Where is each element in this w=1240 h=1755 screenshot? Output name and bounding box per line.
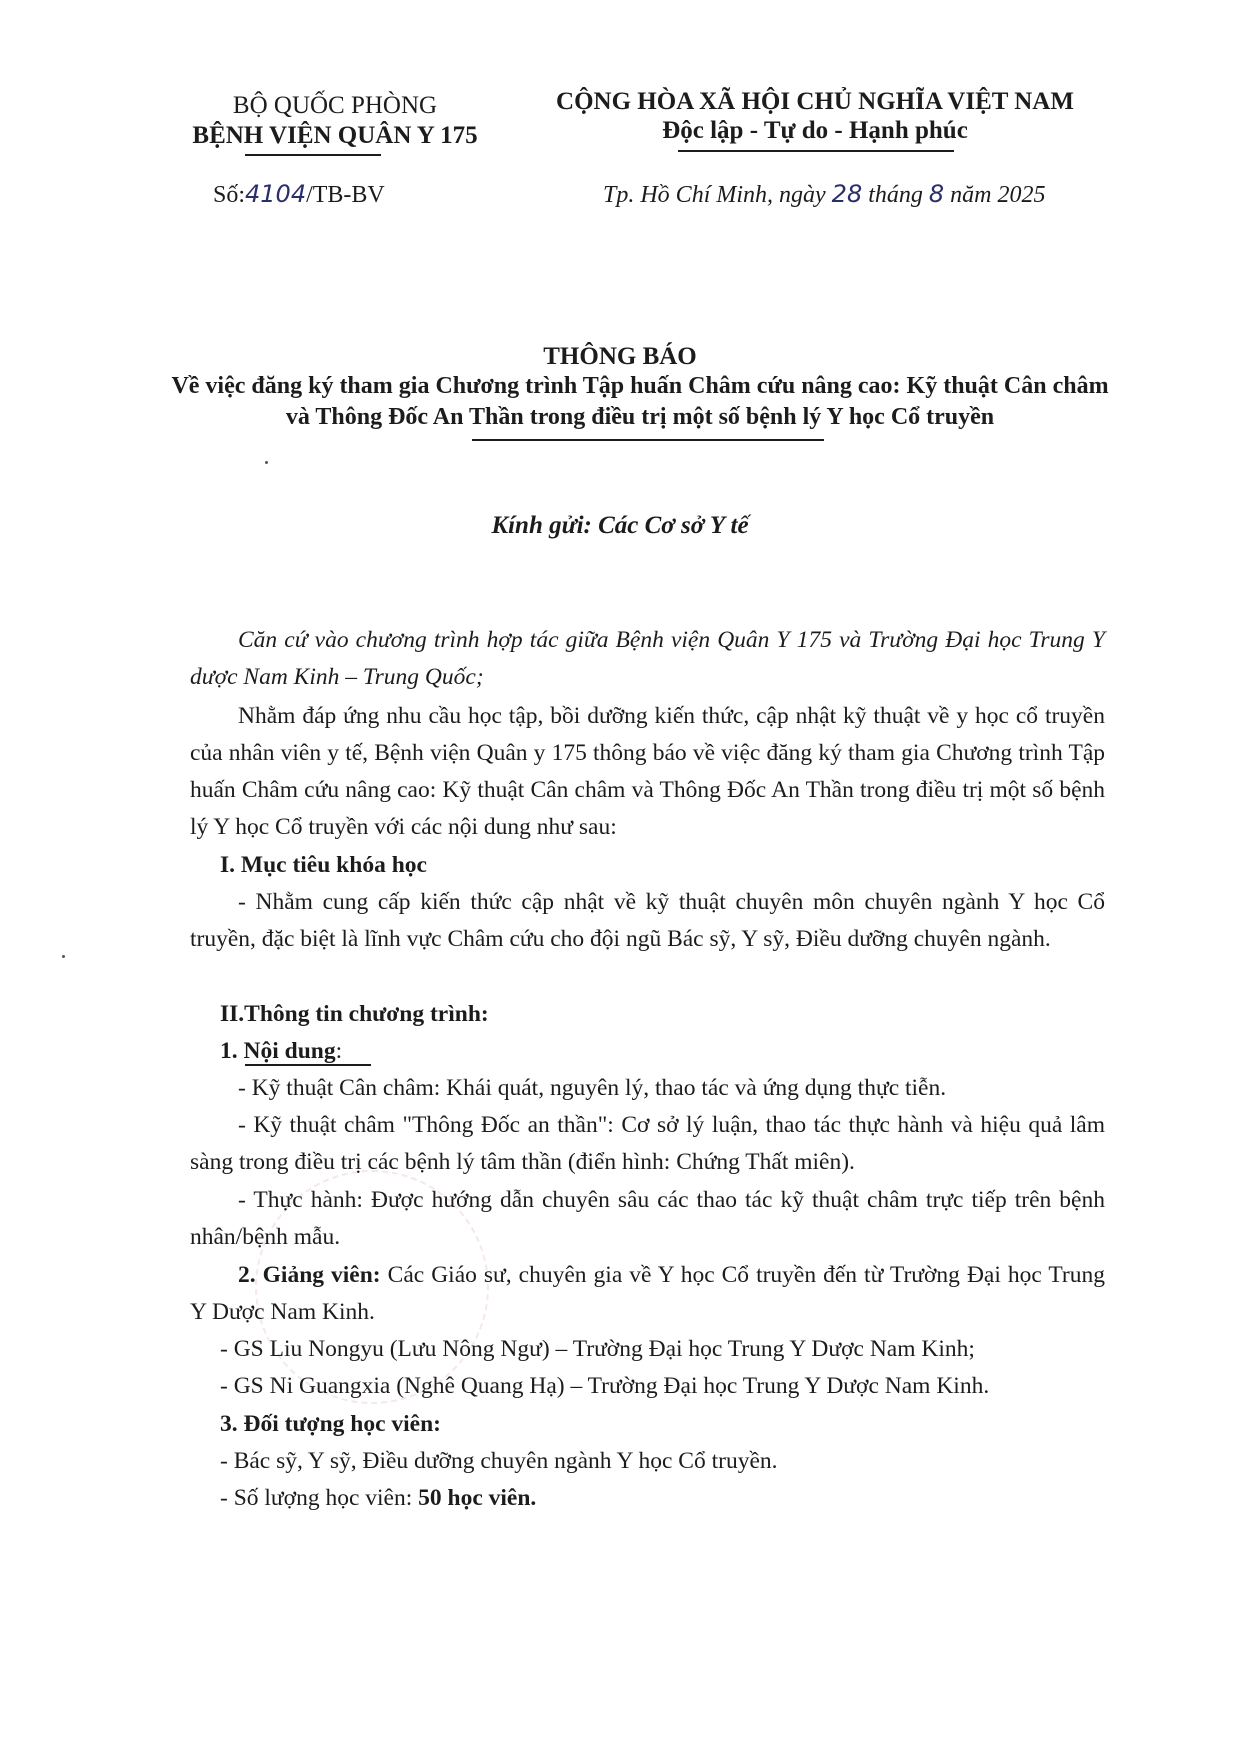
recipient-line: Kính gửi: Các Cơ sở Y tế [491, 512, 749, 539]
content-item-2: - Kỹ thuật châm "Thông Đốc an thần": Cơ sở lý luận, thao tác thực hành và hiệu quả lâm sàng trong điều trị các bệnh lý tâm thần (điển hình: Chứng Thất miên). [190, 1112, 1105, 1175]
participants-line-2 [220, 1480, 1100, 1517]
content-title-colon: : [335, 1038, 343, 1064]
lecturer-title: 2. Giảng viên: [238, 1262, 381, 1288]
scan-speck [62, 955, 65, 958]
doc-number-prefix: Số: [213, 182, 246, 208]
content-title-underline [245, 1064, 371, 1066]
date-line [603, 180, 1046, 209]
date-place: Tp. Hồ Chí Minh, ngày [603, 182, 826, 208]
lecturer-item-2: - GS Ni Guangxia (Nghê Quang Hạ) – Trường Đại học Trung Y Dược Nam Kinh. [220, 1373, 990, 1399]
section-1-title: I. Mục tiêu khóa học [220, 852, 427, 878]
subject-line-1: Về việc đăng ký tham gia Chương trình Tập huấn Châm cứu nâng cao: Kỹ thuật Cân châm [171, 373, 1109, 399]
subject-line-2: và Thông Đốc An Thần trong điều trị một số bệnh lý Y học Cổ truyền [285, 404, 995, 430]
date-day-handwritten: 28 [831, 180, 863, 208]
ministry-name: BỘ QUỐC PHÒNG [232, 92, 438, 119]
doc-number-handwritten: 4104 [245, 180, 307, 208]
intro-paragraph: Nhằm đáp ứng nhu cầu học tập, bồi dưỡng kiến thức, cập nhật kỹ thuật về y học cổ truyền của nhân viên y tế, Bệnh viện Quân y 175 thông báo về việc đăng ký tham gia Chương trình Tập huấn Châm cứu nâng cao: Kỹ thuật Cân châm và Thông Đốc An Thần trong điều trị một số bệnh lý Y học Cổ truyền với các nội dung như sau: [190, 703, 1105, 840]
hospital-name: BỆNH VIỆN QUÂN Y 175 [192, 122, 478, 149]
content-item-3: - Thực hành: Được hướng dẫn chuyên sâu các thao tác kỹ thuật châm trực tiếp trên bệnh nhân/bệnh mẫu. [190, 1187, 1105, 1250]
document-title: THÔNG BÁO [543, 343, 697, 370]
subject-underline [472, 439, 824, 441]
participants-title: 3. Đối tượng học viên: [220, 1411, 441, 1437]
document-number [213, 180, 385, 209]
lecturer-item-1: - GS Liu Nongyu (Lưu Nông Ngư) – Trường Đại học Trung Y Dược Nam Kinh; [220, 1336, 975, 1362]
content-item-1: - Kỹ thuật Cân châm: Khái quát, nguyên lý, thao tác và ứng dụng thực tiễn. [238, 1075, 947, 1101]
lecturer-paragraph [190, 1257, 1105, 1331]
hospital-underline [245, 154, 381, 156]
doc-number-suffix: /TB-BV [306, 182, 385, 208]
legal-basis-paragraph: Căn cứ vào chương trình hợp tác giữa Bệnh viện Quân Y 175 và Trường Đại học Trung Y dược Nam Kinh – Trung Quốc; [190, 627, 1105, 690]
scan-speck [265, 461, 268, 464]
section-1-text: - Nhằm cung cấp kiến thức cập nhật về kỹ thuật chuyên môn chuyên ngành Y học Cổ truyền, đặc biệt là lĩnh vực Châm cứu cho đội ngũ Bác sỹ, Y sỹ, Điều dưỡng chuyên ngành. [190, 889, 1105, 952]
republic-name: CỘNG HÒA XÃ HỘI CHỦ NGHĨA VIỆT NAM [556, 88, 1074, 115]
national-motto: Độc lập - Tự do - Hạnh phúc [662, 117, 968, 144]
date-month-label: tháng [868, 182, 923, 208]
participants-count-label: - Số lượng học viên: [220, 1485, 419, 1511]
participants-line-1: - Bác sỹ, Y sỹ, Điều dưỡng chuyên ngành Y học Cổ truyền. [220, 1448, 778, 1474]
motto-underline [678, 150, 954, 152]
participants-count-value: 50 học viên. [418, 1485, 537, 1511]
date-year: năm 2025 [950, 182, 1046, 208]
section-2-title: II.Thông tin chương trình: [220, 1001, 489, 1027]
lecturer-text: Các Giáo sư, chuyên gia về Y học Cổ truyền đến từ Trường Đại học Trung Y Dược Nam Kinh. [190, 1262, 1106, 1325]
content-title-text: 1. Nội dung [220, 1038, 336, 1064]
date-month-handwritten: 8 [928, 180, 945, 208]
